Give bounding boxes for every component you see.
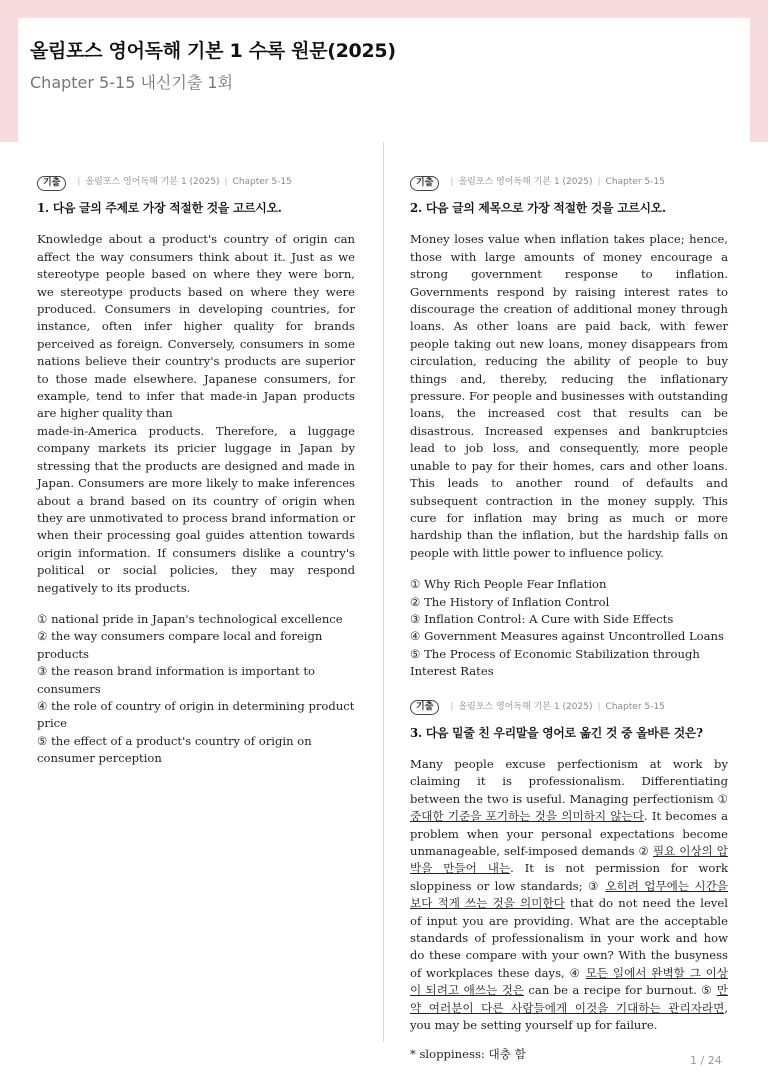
option-2: ② the way consumers compare local and foreign products [37, 629, 323, 661]
chapter-label: Chapter 5-15 [232, 177, 292, 188]
passage-segment: can be a recipe for burnout. ⑤ [524, 983, 717, 998]
source-label: 올림포스 영어독해 기본 1 (2025) [85, 177, 220, 188]
question-1 [37, 174, 355, 768]
option-4: ④ the role of country of origin in determining product price [37, 698, 355, 731]
underlined-phrase-1: 중대한 기준을 포기하는 것을 의미하지 않는다 [410, 809, 644, 824]
exam-tag: 기출 [410, 700, 439, 715]
exam-tag: 기출 [37, 176, 66, 191]
right-column [410, 174, 728, 1064]
page-number: 1 / 24 [690, 1054, 722, 1067]
question-2 [410, 174, 728, 681]
option-3: ③ Inflation Control: A Cure with Side Effects [410, 611, 674, 626]
passage-text: Money loses value when inflation takes place; hence, those with large amounts of money encourage a strong government response to inflation. Governments respond by raising interest rates to discourage the creation of additional money through loans. As other loans are paid back, with fewer people taking out new loans, money disappears from circulation, reducing the ability of people to buy things and, thereby, reducing the inflationary pressure. For people and businesses with outstanding loans, the increased cost that results can be disastrous. Increased expenses and bankruptcies lead to job loss, and consequently, more people unable to pay for their homes, cars and other loans. This leads to another round of defaults and subsequent contraction in the money supply. This cure for inflation may bring as much or more hardship than the inflation, but the hardship falls on people with little power to influence policy. [410, 232, 728, 560]
question-title: 1. 다음 글의 주제로 가장 적절한 것을 고르시오. [37, 201, 282, 215]
underlined-phrase-5: 만약 여러분이 다른 사람들에게 이것을 기대하는 관리자라면 [410, 983, 728, 1015]
option-5: ⑤ the effect of a product's country of origin on consumer perception [37, 733, 312, 766]
passage [37, 231, 355, 597]
question-meta: 기출 | 올림포스 영어독해 기본 1 (2025) | Chapter 5-15 [37, 174, 355, 192]
option-2: ② The History of Inflation Control [410, 594, 610, 609]
passage-text [410, 756, 728, 1035]
option-1: ① national pride in Japan's technological excellence [37, 611, 343, 626]
passage-text: Knowledge about a product's country of origin can affect the way consumers think about it. Just as we stereotype people based on where they were born, we stereotype products based on where they were produced. Consumers in developing countries, for instance, often infer higher quality for brands perceived as foreign. Conversely, consumers in some nations believe their country's products are superior to those made elsewhere. Japanese consumers, for example, tend to infer that made-in Japan products are higher quality than [37, 232, 355, 421]
option-3: ③ the reason brand information is important to consumers [37, 664, 316, 696]
passage-segment: that do not need the level of input you are providing. What are the acceptable standards of professionalism in your work and how do these compare with your own? With the busyness of workplaces these days, ④ [410, 896, 728, 980]
passage-segment: . It becomes a problem when your personal expectations become unmanageable, self-imposed demands ② [410, 809, 728, 858]
underlined-phrase-4: 모든 일에서 완벽할 그 이상이 되려고 애쓰는 것은 [410, 965, 729, 998]
exam-tag: 기출 [410, 176, 439, 191]
document-title: 올림포스 영어독해 기본 1 수록 원문(2025) [30, 40, 396, 62]
answer-options [37, 611, 355, 768]
passage-segment: , you may be setting yourself up for failure. [410, 1000, 728, 1033]
document-subtitle: Chapter 5-15 내신기출 1회 [30, 73, 233, 92]
option-4: ④ Government Measures against Uncontrolled Loans [410, 629, 724, 644]
passage-text-cont: made-in-America products. Therefore, a luggage company markets its pricier luggage in Japan by stressing that the products are designed and made in Japan. Consumers are more likely to make inferences about a brand based on its country of origin when they are unmotivated to process brand information or when their processing goal guides attention towards origin information. If consumers dislike a country's political or social policies, they may respond negatively to its products. [37, 423, 355, 595]
option-1: ① Why Rich People Fear Inflation [410, 577, 607, 592]
column-divider [383, 142, 384, 1042]
underlined-phrase-3: 오히려 업무에는 시간을 보다 적게 쓰는 것을 의미한다 [410, 878, 728, 911]
chapter-label: Chapter 5-15 [605, 177, 665, 188]
answer-options [410, 576, 728, 680]
chapter-label: Chapter 5-15 [605, 701, 665, 712]
footnote: * sloppiness: 대충 함 [410, 1047, 526, 1062]
question-title: 3. 다음 밑줄 친 우리말을 영어로 옮긴 것 중 올바른 것은? [410, 725, 703, 740]
question-meta: 기출 | 올림포스 영어독해 기본 1 (2025) | Chapter 5-15 [410, 699, 728, 717]
source-label: 올림포스 영어독해 기본 1 (2025) [458, 701, 593, 712]
passage-segment: . It is not permission for work sloppiness or low standards; ③ [410, 861, 728, 893]
option-5: ⑤ The Process of Economic Stabilization through Interest Rates [410, 646, 700, 679]
passage-segment: Many people excuse perfectionism at work by claiming it is professionalism. Differentiating between the two is useful. Managing perfectionism ① [410, 756, 728, 806]
source-label: 올림포스 영어독해 기본 1 (2025) [458, 177, 593, 188]
question-title: 2. 다음 글의 제목으로 가장 적절한 것을 고르시오. [410, 201, 666, 215]
underlined-phrase-2: 필요 이상의 압박을 만들어 내는 [410, 844, 728, 876]
question-3 [410, 699, 728, 1064]
question-meta: 기출 | 올림포스 영어독해 기본 1 (2025) | Chapter 5-15 [410, 174, 728, 192]
